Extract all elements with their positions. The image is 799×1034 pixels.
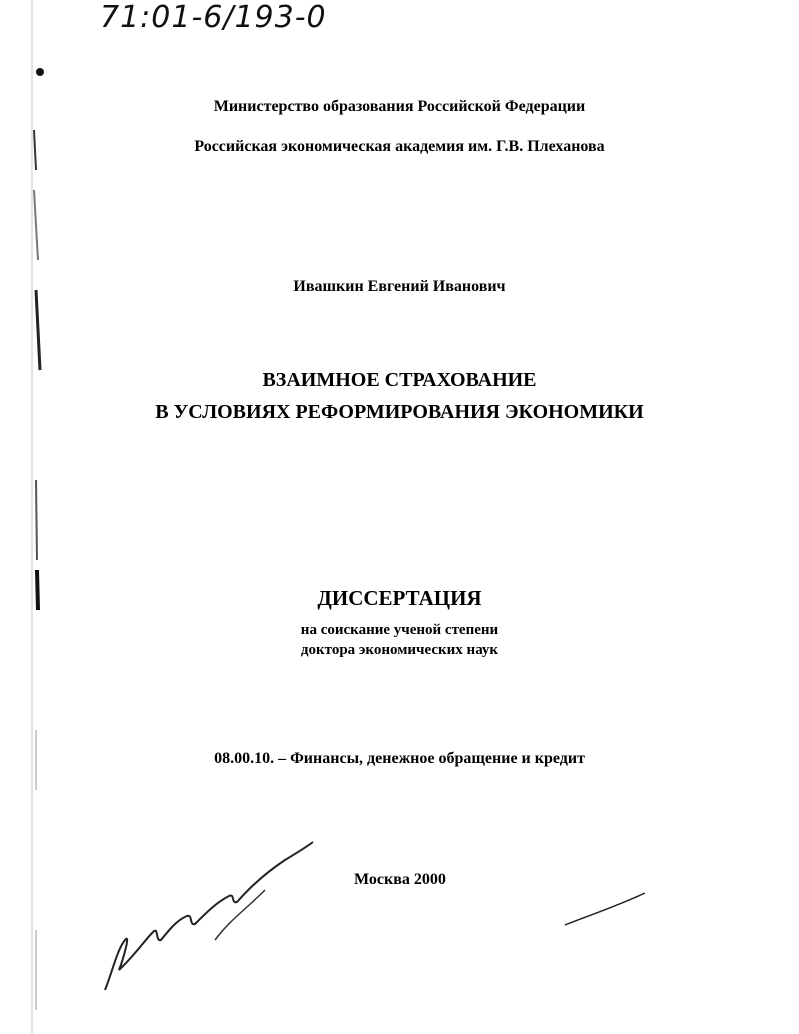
ministry-name: Министерство образования Российской Федерации	[213, 98, 586, 115]
pen-flourish	[560, 885, 650, 935]
specialty-code: 08.00.10. – Финансы, денежное обращение и кредит	[214, 750, 585, 767]
author-name: Ивашкин Евгений Иванович	[293, 278, 506, 295]
archive-number: 71:01-6/193-0	[100, 0, 327, 35]
place-and-year: Москва 2000	[354, 871, 446, 888]
title-line-2: В УСЛОВИЯХ РЕФОРМИРОВАНИЯ ЭКОНОМИКИ	[155, 401, 644, 423]
document-type: ДИССЕРТАЦИЯ	[317, 586, 482, 610]
handwritten-signature	[95, 820, 325, 1000]
academy-name: Российская экономическая академия им. Г.В. Плеханова	[194, 138, 605, 155]
title-line-1: ВЗАИМНОЕ СТРАХОВАНИЕ	[262, 369, 537, 391]
degree-line-2: доктора экономических наук	[300, 642, 499, 658]
degree-line-1: на соискание ученой степени	[300, 622, 499, 638]
